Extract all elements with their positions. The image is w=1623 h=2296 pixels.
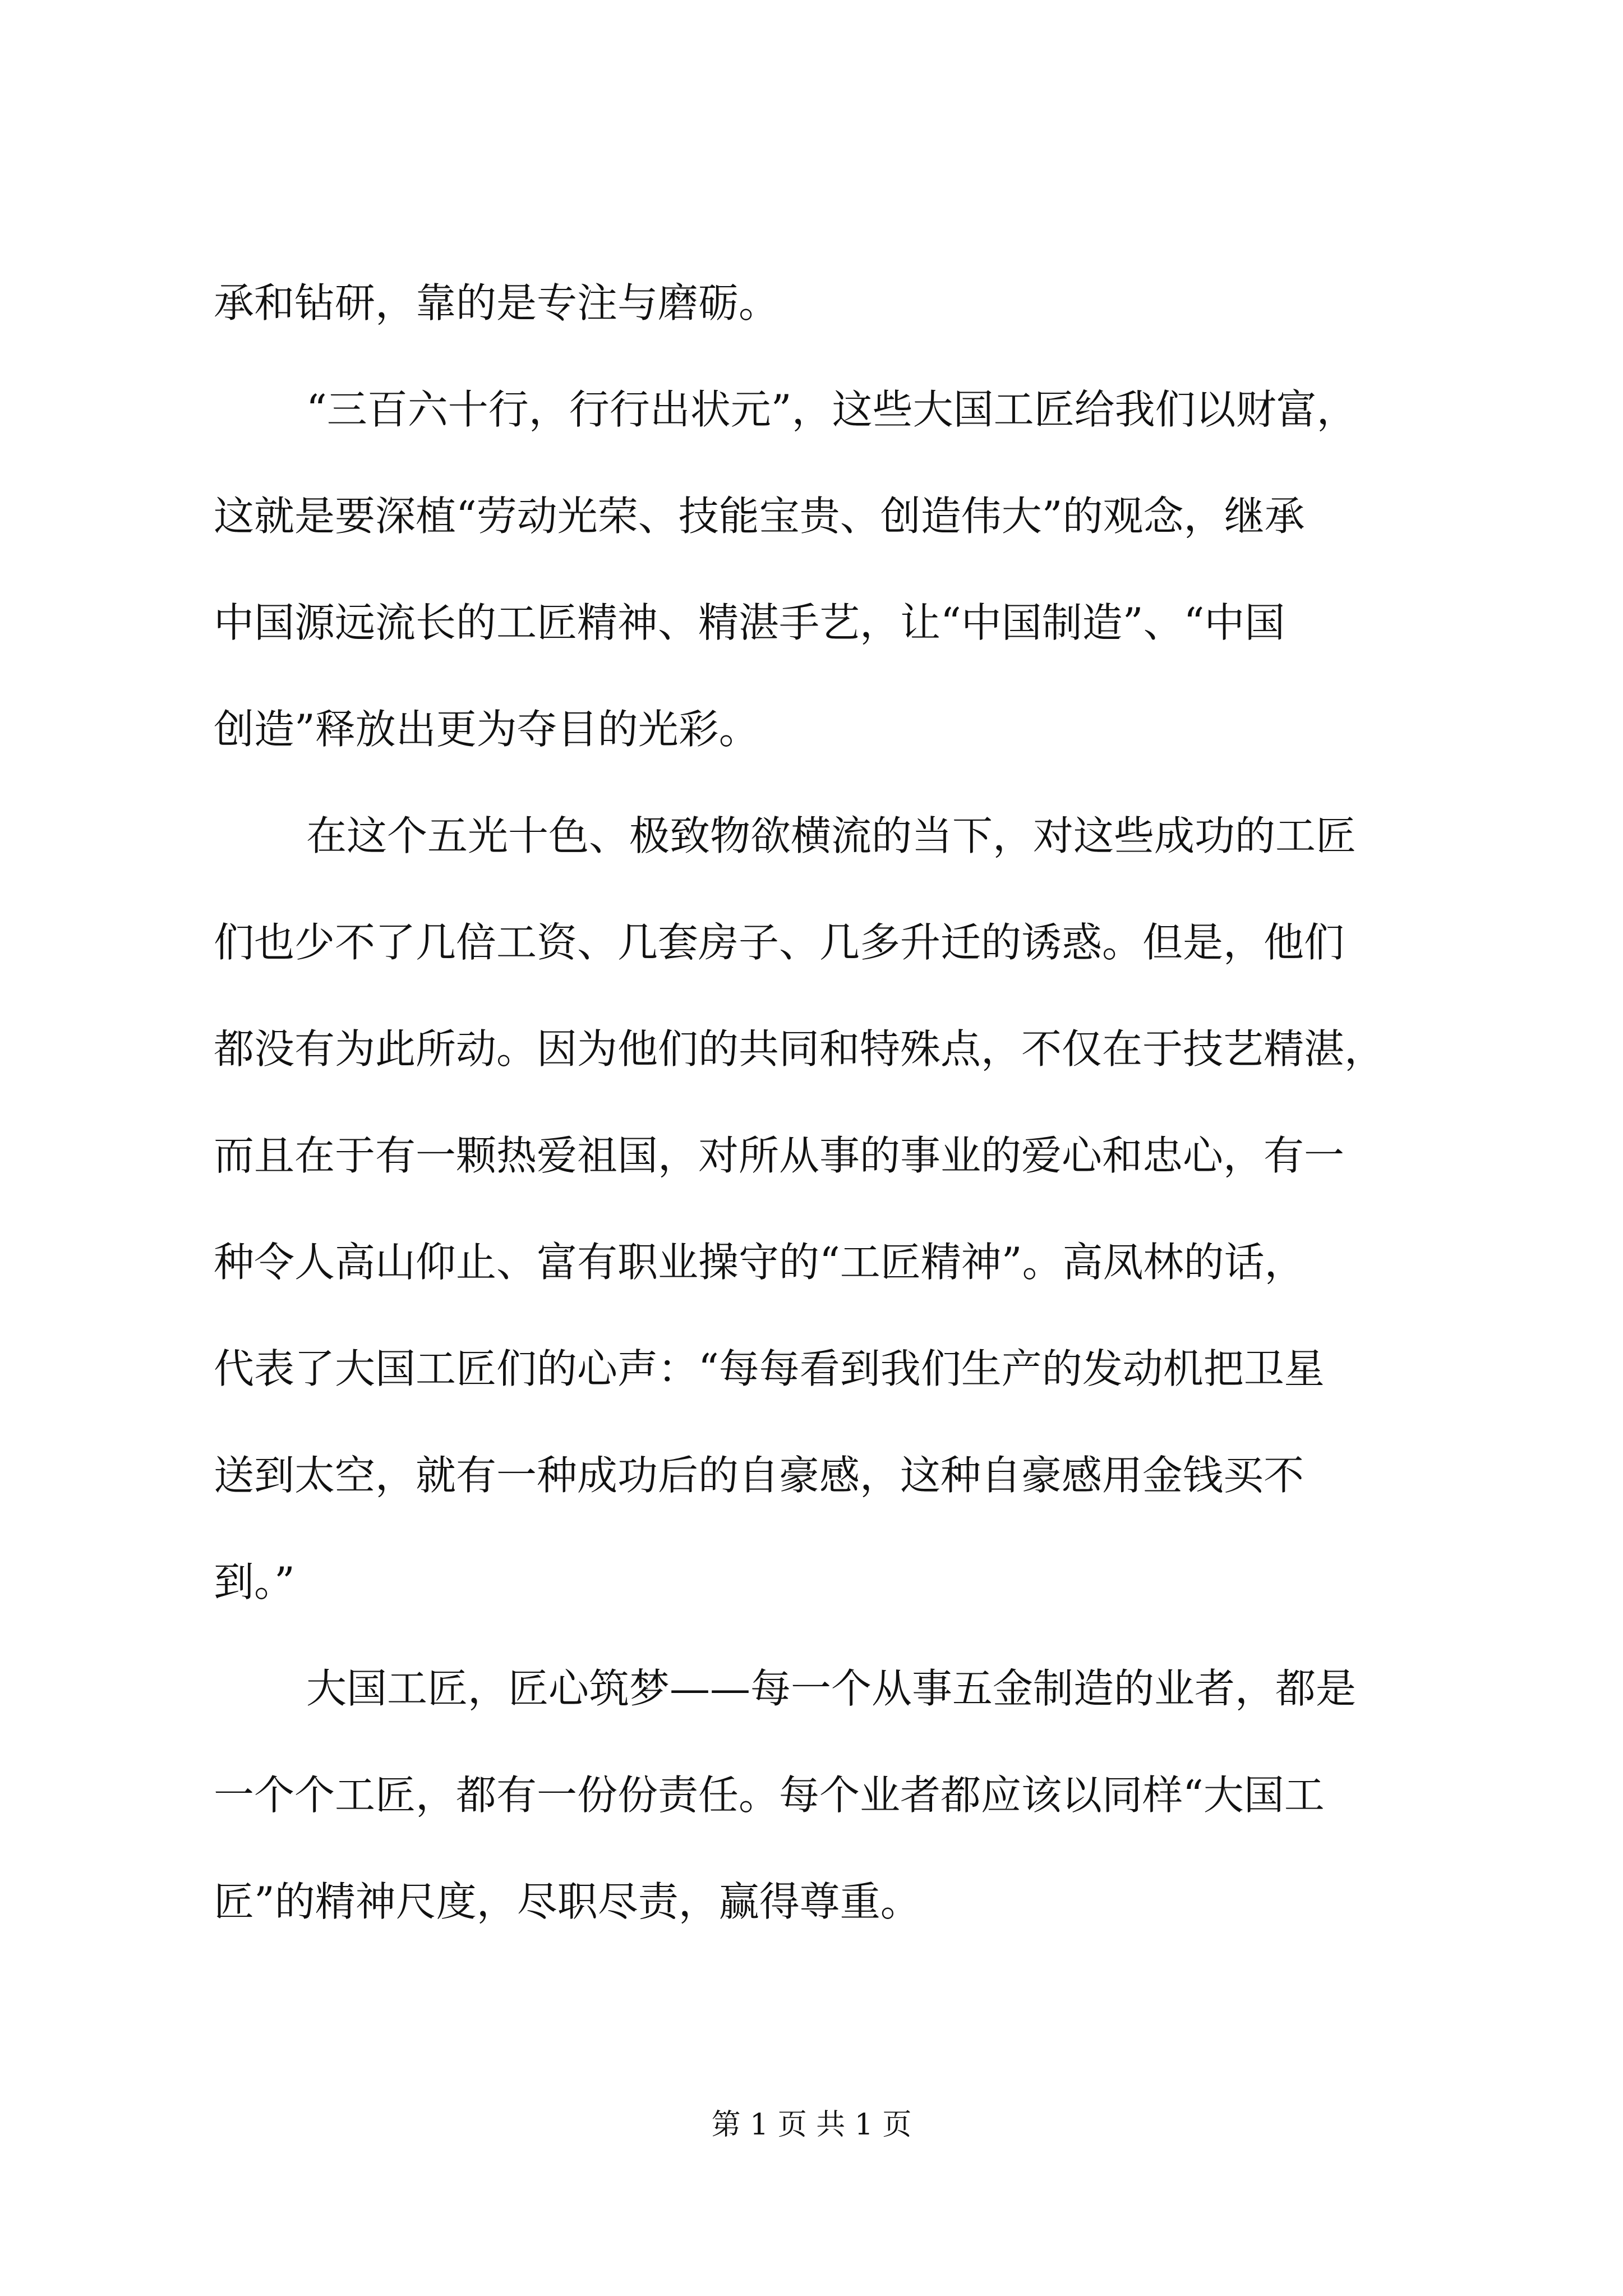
paragraph-3-line-2: 们也少不了几倍工资、几套房子、几多升迁的诱惑。但是，他们 (214, 919, 1345, 966)
paragraph-3-line-6: 代表了大国工匠们的心声：“每每看到我们生产的发动机把卫星 (214, 1345, 1325, 1392)
paragraph-2-line-2: 这就是要深植“劳动光荣、技能宝贵、创造伟大”的观念，继承 (214, 493, 1305, 540)
paragraph-3-line-1: 在这个五光十色、极致物欲横流的当下，对这些成功的工匠 (306, 812, 1357, 859)
paragraph-3-line-4: 而且在于有一颗热爱祖国，对所从事的事业的爱心和忠心，有一 (214, 1132, 1345, 1179)
paragraph-1-line-1: 承和钻研，靠的是专注与磨砺。 (214, 279, 780, 326)
paragraph-4-line-1: 大国工匠，匠心筑梦——每一个从事五金制造的业者，都是 (306, 1665, 1357, 1712)
paragraph-3-line-7: 送到太空，就有一种成功后的自豪感，这种自豪感用金钱买不 (214, 1452, 1304, 1499)
paragraph-4-line-2: 一个个工匠，都有一份份责任。每个业者都应该以同样“大国工 (214, 1772, 1325, 1819)
paragraph-3-line-3: 都没有为此所动。因为他们的共同和特殊点，不仅在于技艺精湛， (214, 1025, 1385, 1073)
page-footer: 第 1 页 共 1 页 (711, 2108, 912, 2142)
paragraph-2-line-4: 创造”释放出更为夺目的光彩。 (214, 706, 759, 753)
paragraph-3-line-8: 到。” (214, 1558, 295, 1605)
paragraph-4-line-3: 匠”的精神尺度，尽职尽责，赢得尊重。 (214, 1878, 921, 1925)
paragraph-2-line-1: “三百六十行，行行出状元”，这些大国工匠给我们以财富， (306, 386, 1357, 433)
paragraph-3-line-5: 种令人高山仰止、富有职业操守的“工匠精神”。高凤林的话， (214, 1239, 1305, 1286)
paragraph-2-line-3: 中国源远流长的工匠精神、精湛手艺，让“中国制造”、“中国 (214, 599, 1285, 646)
